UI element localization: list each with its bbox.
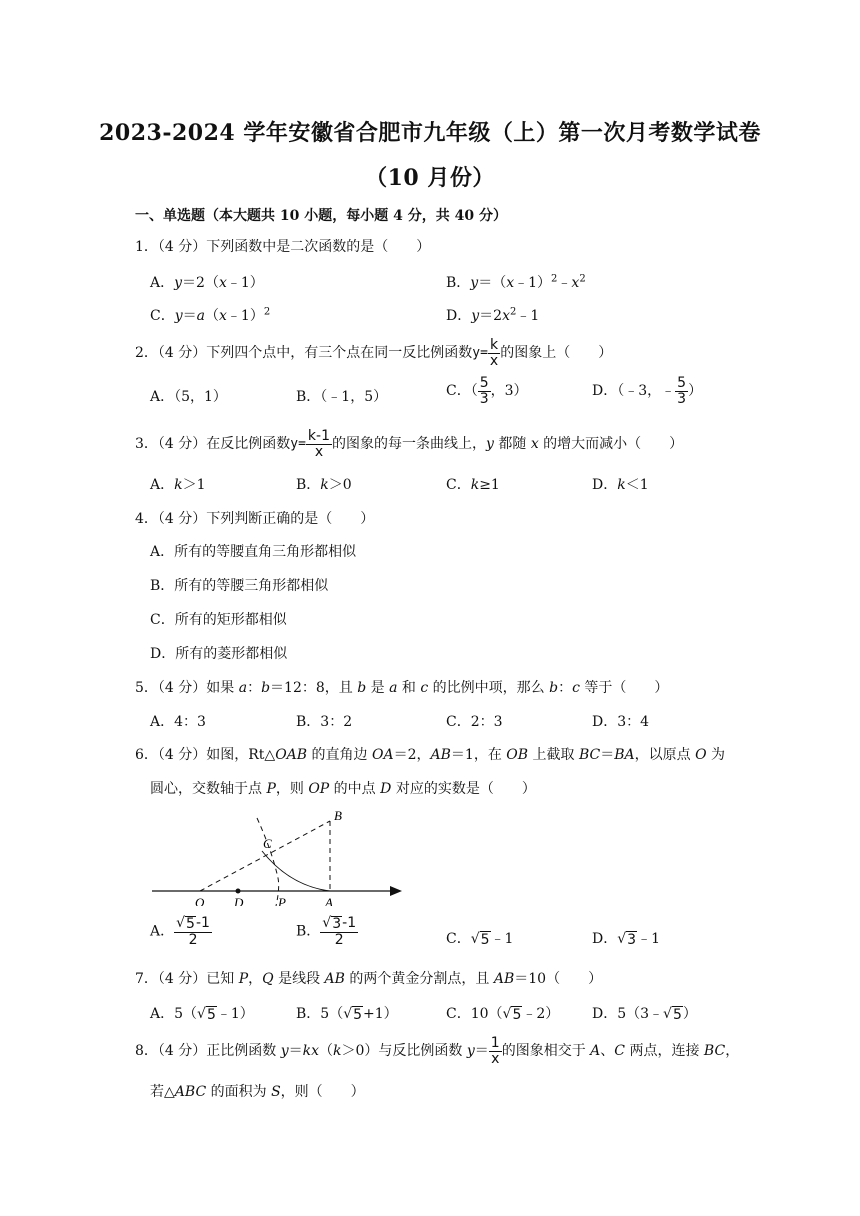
q5-option-a[interactable]: A．4：3 [150, 714, 206, 730]
label-a: A [325, 895, 333, 906]
label-o: O [195, 895, 205, 906]
q6-option-b[interactable]: B． √ 3 -1 2 [296, 915, 357, 948]
axis-arrow-icon [390, 886, 402, 896]
segment-ob [200, 821, 330, 891]
question-6-line2: 圆心，交数轴于点 P，则 OP 的中点 D 对应的实数是（ ） [150, 781, 536, 797]
arc-ca [262, 851, 330, 891]
label-p: P [278, 895, 286, 906]
q4-option-b[interactable]: B．所有的等腰三角形都相似 [150, 578, 329, 594]
q4-option-d[interactable]: D．所有的菱形都相似 [150, 646, 288, 662]
page-subtitle: （10 月份） [365, 165, 495, 191]
q5-option-d[interactable]: D．3：4 [592, 714, 650, 730]
q3-option-a[interactable]: A．k＞1 [150, 477, 206, 493]
question-number: 1．（4 分） [135, 239, 207, 255]
q2-option-d[interactable]: D．（﹣3，﹣ $\frac{5}{3}$ ） [592, 375, 703, 407]
q1-option-b[interactable]: B．$y=(x﹣1)^2﹣x^2$ [446, 273, 586, 291]
q1-option-a[interactable]: A．y＝2（x﹣1） [150, 275, 264, 291]
formula-image: $\frac{1}{x}$ [490, 1035, 500, 1067]
label-d: D [234, 895, 244, 906]
q2-option-b[interactable]: B．（﹣1，5） [296, 389, 388, 405]
label-b: B [334, 808, 342, 823]
q6-option-d[interactable]: D．√ 3 ﹣1 [592, 931, 660, 948]
section-heading: 一、单选题（本大题共 10 小题，每小题 4 分，共 40 分） [135, 208, 507, 224]
question-8-line2: 若△ABC 的面积为 S，则（ ） [150, 1084, 365, 1100]
q7-option-a[interactable]: A．5（√ 5 ﹣1） [150, 1006, 254, 1023]
formula-image: y= $\frac{k}{x}$ [472, 337, 499, 369]
q4-option-c[interactable]: C．所有的矩形都相似 [150, 612, 287, 628]
q2-option-a[interactable]: A．（5，1） [150, 389, 227, 405]
q6-option-a[interactable]: A． √ 5 -1 2 [150, 915, 210, 948]
q7-option-c[interactable]: C．10（√ 5 ﹣2） [446, 1006, 560, 1023]
arc-p [257, 818, 279, 906]
q1-option-c[interactable]: C．y＝a（x﹣1）$^2$ [150, 306, 271, 324]
question-3: 3．（4 分）在反比例函数y= $\frac{k-1}{x}$ 的图象的每一条曲线上，y 都随 x 的增大而减小（ ） [135, 428, 684, 460]
point-d [236, 889, 241, 894]
geometry-figure [150, 806, 410, 906]
q2-option-c[interactable]: C．（ $\frac{5}{3}$ ，3） [446, 375, 528, 407]
q6-option-c[interactable]: C．√ 5 ﹣1 [446, 931, 514, 948]
question-text: 下列函数中是二次函数的是（ ） [206, 239, 431, 255]
q1-option-d[interactable]: D．$y=2x^2﹣1$ [446, 306, 540, 324]
question-6: 6．（4 分）如图，Rt△OAB 的直角边 OA＝2，AB＝1，在 OB 上截取 BC＝BA，以原点 O 为 [135, 747, 726, 763]
q3-option-c[interactable]: C．k≥1 [446, 477, 500, 493]
q3-option-b[interactable]: B．k＞0 [296, 477, 352, 493]
q5-option-b[interactable]: B．3：2 [296, 714, 353, 730]
q3-option-d[interactable]: D．k＜1 [592, 477, 649, 493]
question-4: 4．（4 分）下列判断正确的是（ ） [135, 511, 375, 527]
question-7: 7．（4 分）已知 P，Q 是线段 AB 的两个黄金分割点，且 AB＝10（ ） [135, 971, 603, 987]
formula-image: y= $\frac{k-1}{x}$ [290, 428, 330, 460]
question-2: 2．（4 分）下列四个点中，有三个点在同一反比例函数y= $\frac{k}{x}$ 的图象上（ ） [135, 337, 613, 369]
question-5: 5．（4 分）如果 a：b＝12：8，且 b 是 a 和 c 的比例中项，那么 b：c 等于（ ） [135, 680, 669, 696]
q7-option-d[interactable]: D．5（3﹣√ 5 ） [592, 1006, 697, 1023]
q7-option-b[interactable]: B．5（√ 5 +1） [296, 1006, 398, 1023]
q5-option-c[interactable]: C．2：3 [446, 714, 503, 730]
question-8: 8．（4 分）正比例函数 y＝kx（k＞0）与反比例函数 y＝ $\frac{1}{x}$ 的图象相交于 A、C 两点，连接 BC， [135, 1035, 740, 1067]
label-c: C [263, 836, 272, 851]
q4-option-a[interactable]: A．所有的等腰直角三角形都相似 [150, 544, 357, 560]
page-title: 2023-2024 学年安徽省合肥市九年级（上）第一次月考数学试卷 [99, 120, 761, 146]
question-1 [135, 236, 430, 256]
